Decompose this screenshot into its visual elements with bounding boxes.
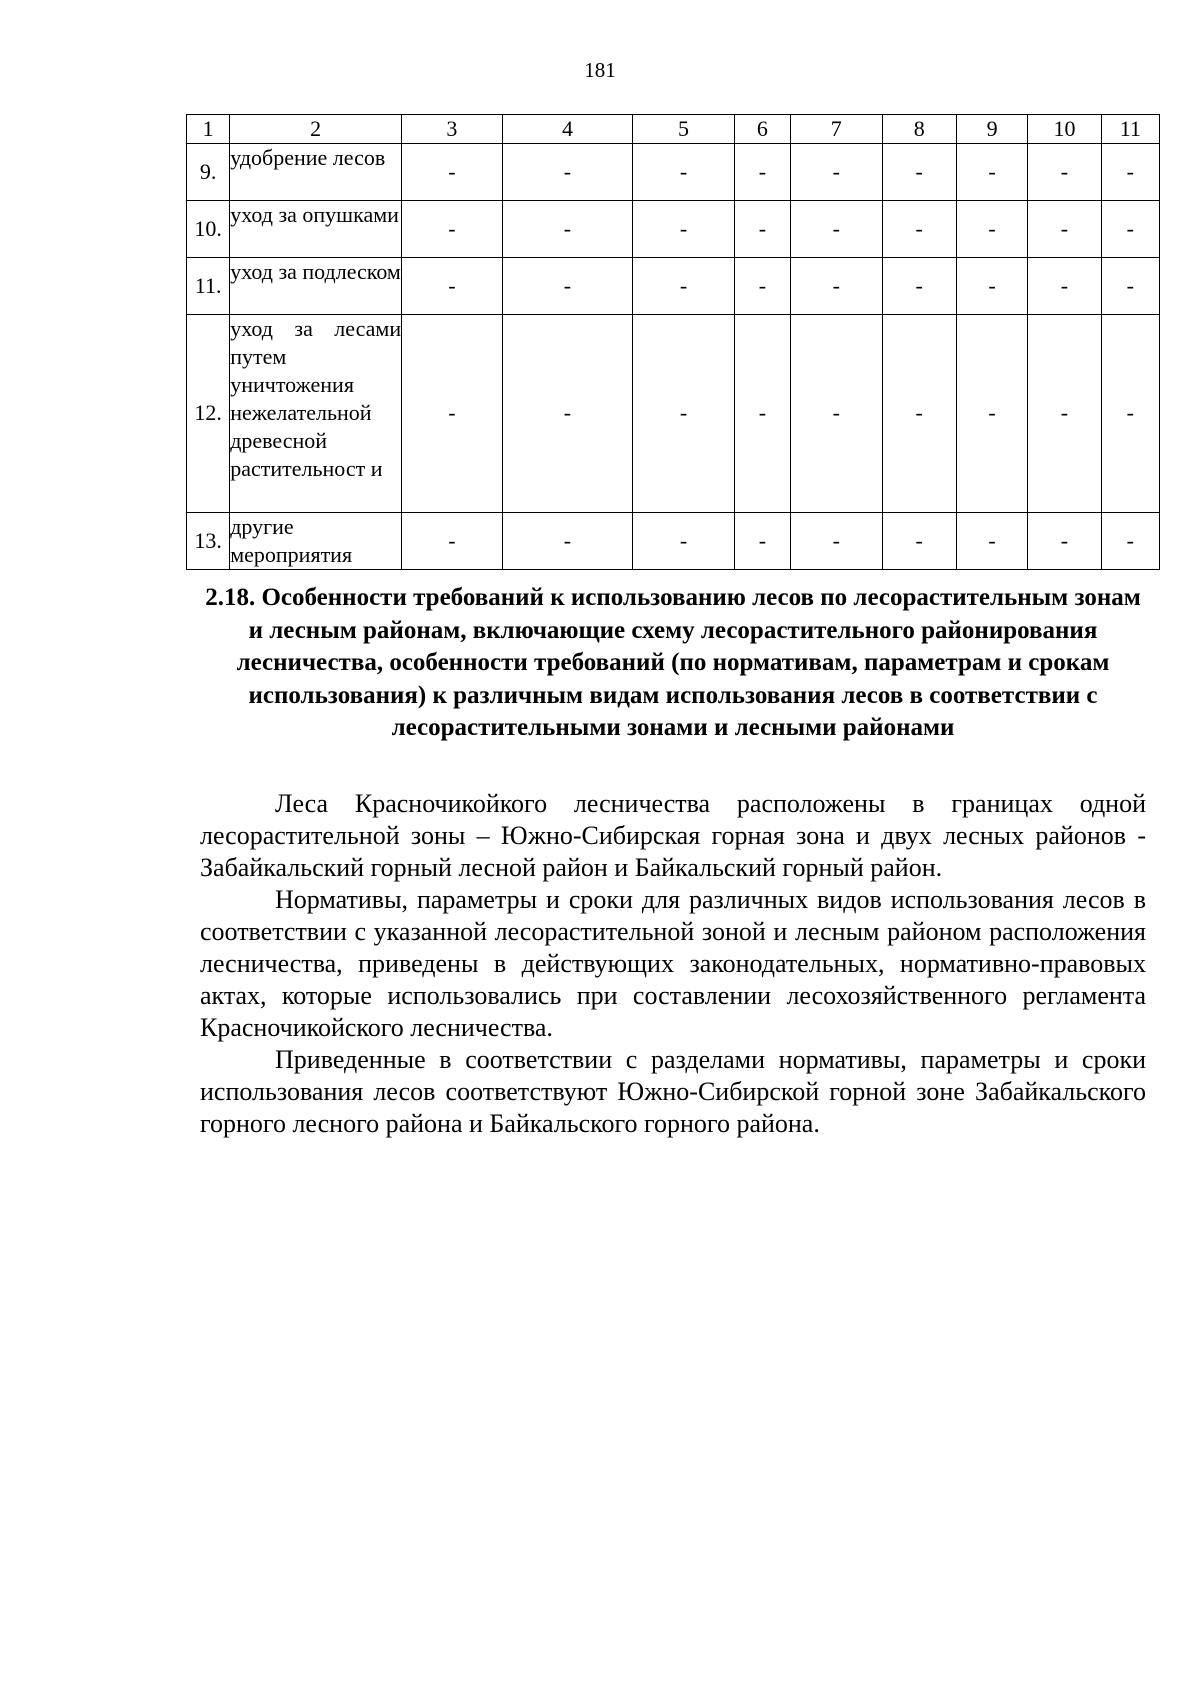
table-cell: - — [956, 513, 1027, 570]
table-cell: - — [1101, 201, 1159, 258]
row-number: 11. — [187, 258, 230, 315]
page-number: 181 — [584, 58, 616, 82]
table-row — [187, 513, 1160, 570]
table-cell: - — [734, 258, 790, 315]
column-header: 4 — [502, 115, 633, 144]
table-cell: - — [502, 144, 633, 201]
column-header: 3 — [402, 115, 503, 144]
table-cell: - — [1028, 258, 1101, 315]
table-cell: - — [882, 315, 956, 513]
table-cell: - — [791, 513, 882, 570]
table-cell: - — [882, 513, 956, 570]
row-number: 13. — [187, 513, 230, 570]
table-cell: - — [956, 201, 1027, 258]
table-cell: - — [734, 201, 790, 258]
section-body — [200, 788, 1146, 1140]
activity-name: уход за лесами путем уничтожения нежелательной древесной растительност и — [230, 315, 402, 513]
table-cell: - — [791, 315, 882, 513]
table-cell: - — [633, 144, 735, 201]
table-cell: - — [633, 315, 735, 513]
table-cell: - — [956, 258, 1027, 315]
column-header: 2 — [230, 115, 402, 144]
activity-name: другие мероприятия — [230, 513, 402, 570]
paragraph: Приведенные в соответствии с разделами нормативы, параметры и сроки использования лесов соответствуют Южно-Сибирской горной зоне Забайкальского горного лесного района и Байкальского горного района. — [200, 1045, 1146, 1138]
table-cell: - — [402, 144, 503, 201]
table-row — [187, 258, 1160, 315]
table-cell: - — [633, 513, 735, 570]
table-cell: - — [791, 201, 882, 258]
table-cell: - — [791, 144, 882, 201]
paragraph: Нормативы, параметры и сроки для различных видов использования лесов в соответствии с указанной лесорастительной зоной и лесным районом расположения лесничества, приведены в действующих законодательных, нормативно-правовых актах, которые использовались при составлении лесохозяйственного регламента Красночикойского лесничества. — [200, 885, 1146, 1042]
table-cell: - — [1101, 258, 1159, 315]
paragraph: Леса Красночикойкого лесничества расположены в границах одной лесорастительной зоны – Южно-Сибирская горная зона и двух лесных районов - Забайкальский горный лесной район и Байкальский горный район. — [200, 789, 1146, 882]
activity-name: удобрение лесов — [230, 144, 402, 201]
table-cell: - — [882, 258, 956, 315]
table-cell: - — [956, 315, 1027, 513]
table-cell: - — [882, 201, 956, 258]
table-cell: - — [734, 513, 790, 570]
table-row — [187, 315, 1160, 513]
activity-name: уход за подлеском — [230, 258, 402, 315]
table-cell: - — [402, 513, 503, 570]
table-cell: - — [502, 513, 633, 570]
table-cell: - — [1101, 315, 1159, 513]
column-header: 5 — [633, 115, 735, 144]
column-header: 9 — [956, 115, 1027, 144]
table-cell: - — [1028, 201, 1101, 258]
row-number: 10. — [187, 201, 230, 258]
section-title: 2.18. Особенности требований к использованию лесов по лесорастительным зонам и лесным районам, включающие схему лесорастительного районирования лесничества, особенности требований (по нормативам, параметрам и срокам использования) к различным видам использования лесов в соответствии с лесорастительными зонами и лесными районами — [205, 584, 1141, 741]
column-header: 7 — [791, 115, 882, 144]
table-cell: - — [734, 144, 790, 201]
table-cell: - — [734, 315, 790, 513]
table-cell: - — [402, 258, 503, 315]
row-number: 12. — [187, 315, 230, 513]
table-cell: - — [1101, 144, 1159, 201]
table-cell: - — [402, 315, 503, 513]
column-header: 1 — [187, 115, 230, 144]
forest-activities-table — [186, 114, 1160, 570]
table-cell: - — [502, 258, 633, 315]
table-header-row — [187, 115, 1160, 144]
table-cell: - — [502, 201, 633, 258]
table-cell: - — [633, 258, 735, 315]
table-cell: - — [502, 315, 633, 513]
column-header: 6 — [734, 115, 790, 144]
column-header: 11 — [1101, 115, 1159, 144]
table-cell: - — [1101, 513, 1159, 570]
table-row — [187, 201, 1160, 258]
table-cell: - — [1028, 513, 1101, 570]
row-number: 9. — [187, 144, 230, 201]
table-cell: - — [402, 201, 503, 258]
table-cell: - — [956, 144, 1027, 201]
table-cell: - — [1028, 144, 1101, 201]
table-row — [187, 144, 1160, 201]
table-cell: - — [791, 258, 882, 315]
column-header: 10 — [1028, 115, 1101, 144]
table-cell: - — [882, 144, 956, 201]
table-cell: - — [633, 201, 735, 258]
column-header: 8 — [882, 115, 956, 144]
activity-name: уход за опушками — [230, 201, 402, 258]
table-cell: - — [1028, 315, 1101, 513]
